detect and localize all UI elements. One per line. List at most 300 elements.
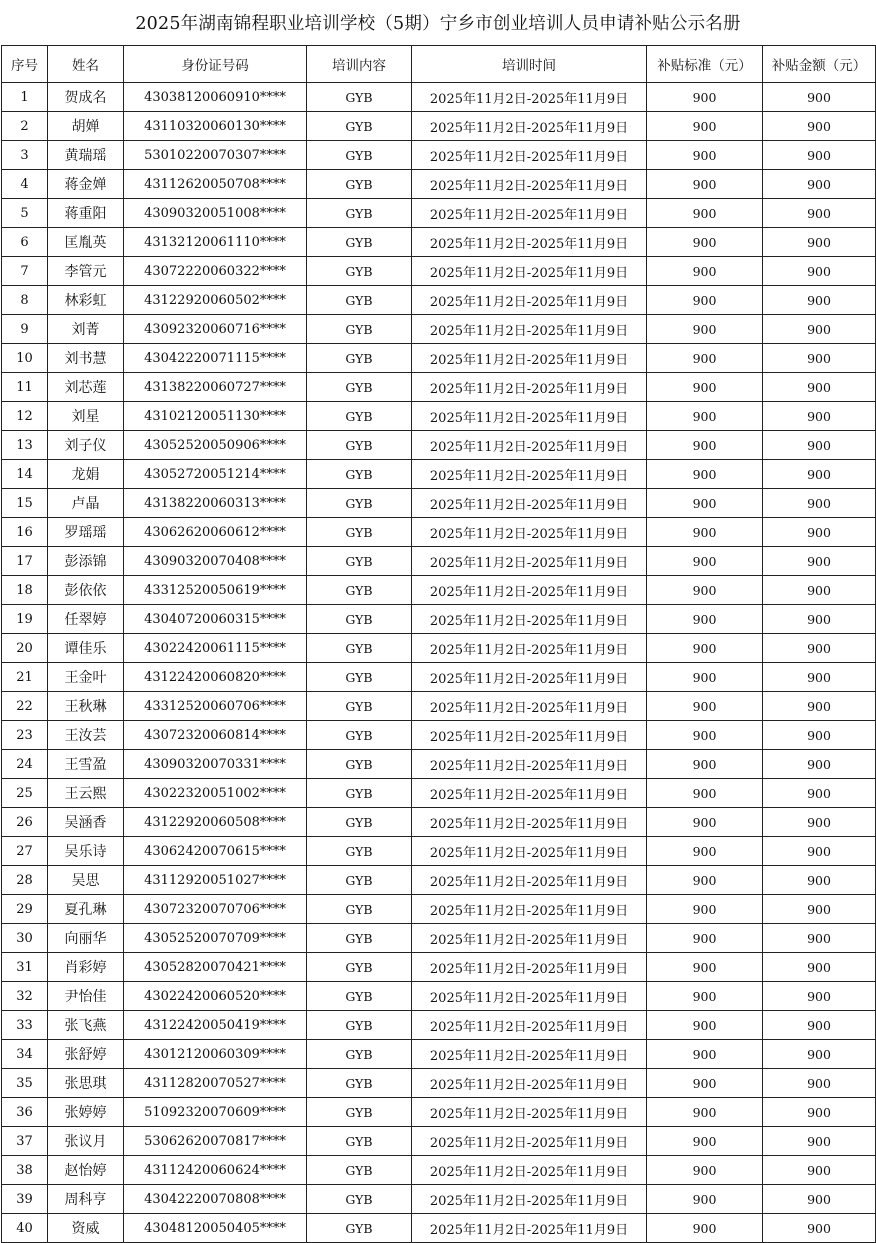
cell-course: GYB xyxy=(307,692,412,721)
cell-id-number: 43122920060502**** xyxy=(124,286,307,315)
cell-course: GYB xyxy=(307,837,412,866)
cell-id-number: 43040720060315**** xyxy=(124,605,307,634)
cell-period: 2025年11月2日-2025年11月9日 xyxy=(412,576,647,605)
cell-amount: 900 xyxy=(763,460,876,489)
table-row xyxy=(2,895,876,924)
cell-name: 彭添锦 xyxy=(48,547,124,576)
table-row xyxy=(2,576,876,605)
cell-standard: 900 xyxy=(647,402,763,431)
cell-id-number: 43122420060820**** xyxy=(124,663,307,692)
cell-amount: 900 xyxy=(763,228,876,257)
cell-no: 40 xyxy=(2,1214,48,1243)
cell-amount: 900 xyxy=(763,112,876,141)
cell-no: 3 xyxy=(2,141,48,170)
cell-id-number: 53010220070307**** xyxy=(124,141,307,170)
cell-period: 2025年11月2日-2025年11月9日 xyxy=(412,692,647,721)
cell-amount: 900 xyxy=(763,1040,876,1069)
cell-no: 6 xyxy=(2,228,48,257)
cell-standard: 900 xyxy=(647,170,763,199)
cell-no: 25 xyxy=(2,779,48,808)
cell-name: 彭依依 xyxy=(48,576,124,605)
cell-standard: 900 xyxy=(647,663,763,692)
table-row xyxy=(2,1040,876,1069)
cell-period: 2025年11月2日-2025年11月9日 xyxy=(412,199,647,228)
cell-standard: 900 xyxy=(647,518,763,547)
cell-amount: 900 xyxy=(763,924,876,953)
cell-no: 10 xyxy=(2,344,48,373)
cell-standard: 900 xyxy=(647,1011,763,1040)
cell-no: 31 xyxy=(2,953,48,982)
cell-id-number: 43022420060520**** xyxy=(124,982,307,1011)
table-row xyxy=(2,1011,876,1040)
cell-period: 2025年11月2日-2025年11月9日 xyxy=(412,1040,647,1069)
cell-name: 向丽华 xyxy=(48,924,124,953)
cell-amount: 900 xyxy=(763,692,876,721)
cell-course: GYB xyxy=(307,750,412,779)
cell-no: 32 xyxy=(2,982,48,1011)
cell-standard: 900 xyxy=(647,257,763,286)
cell-name: 张议月 xyxy=(48,1127,124,1156)
cell-period: 2025年11月2日-2025年11月9日 xyxy=(412,605,647,634)
cell-amount: 900 xyxy=(763,1011,876,1040)
cell-period: 2025年11月2日-2025年11月9日 xyxy=(412,866,647,895)
cell-amount: 900 xyxy=(763,663,876,692)
cell-course: GYB xyxy=(307,1185,412,1214)
cell-id-number: 43092320060716**** xyxy=(124,315,307,344)
cell-course: GYB xyxy=(307,431,412,460)
table-row xyxy=(2,257,876,286)
cell-standard: 900 xyxy=(647,866,763,895)
cell-id-number: 43052720051214**** xyxy=(124,460,307,489)
cell-course: GYB xyxy=(307,315,412,344)
header-amount: 补贴金额（元） xyxy=(763,46,876,83)
table-row xyxy=(2,112,876,141)
cell-course: GYB xyxy=(307,953,412,982)
cell-amount: 900 xyxy=(763,1185,876,1214)
page-title: 2025年湖南锦程职业培训学校（5期）宁乡市创业培训人员申请补贴公示名册 xyxy=(135,14,741,34)
cell-amount: 900 xyxy=(763,808,876,837)
cell-amount: 900 xyxy=(763,489,876,518)
cell-no: 22 xyxy=(2,692,48,721)
table-row xyxy=(2,373,876,402)
cell-course: GYB xyxy=(307,402,412,431)
cell-name: 刘书慧 xyxy=(48,344,124,373)
cell-period: 2025年11月2日-2025年11月9日 xyxy=(412,895,647,924)
cell-course: GYB xyxy=(307,1040,412,1069)
cell-standard: 900 xyxy=(647,924,763,953)
header-id: 身份证号码 xyxy=(124,46,307,83)
cell-amount: 900 xyxy=(763,634,876,663)
cell-name: 贺成名 xyxy=(48,83,124,112)
cell-id-number: 43072320070706**** xyxy=(124,895,307,924)
cell-course: GYB xyxy=(307,373,412,402)
cell-course: GYB xyxy=(307,1214,412,1243)
cell-period: 2025年11月2日-2025年11月9日 xyxy=(412,634,647,663)
cell-standard: 900 xyxy=(647,286,763,315)
cell-standard: 900 xyxy=(647,1040,763,1069)
cell-standard: 900 xyxy=(647,315,763,344)
cell-no: 28 xyxy=(2,866,48,895)
cell-name: 刘星 xyxy=(48,402,124,431)
cell-amount: 900 xyxy=(763,286,876,315)
cell-name: 资威 xyxy=(48,1214,124,1243)
cell-id-number: 43138220060313**** xyxy=(124,489,307,518)
cell-no: 13 xyxy=(2,431,48,460)
cell-no: 1 xyxy=(2,83,48,112)
cell-no: 18 xyxy=(2,576,48,605)
table-row xyxy=(2,721,876,750)
cell-period: 2025年11月2日-2025年11月9日 xyxy=(412,402,647,431)
cell-amount: 900 xyxy=(763,1069,876,1098)
table-row xyxy=(2,547,876,576)
cell-standard: 900 xyxy=(647,808,763,837)
cell-period: 2025年11月2日-2025年11月9日 xyxy=(412,518,647,547)
cell-standard: 900 xyxy=(647,344,763,373)
header-period: 培训时间 xyxy=(412,46,647,83)
cell-period: 2025年11月2日-2025年11月9日 xyxy=(412,721,647,750)
cell-name: 赵怡婷 xyxy=(48,1156,124,1185)
cell-name: 吴思 xyxy=(48,866,124,895)
cell-amount: 900 xyxy=(763,315,876,344)
cell-id-number: 43052820070421**** xyxy=(124,953,307,982)
cell-id-number: 43138220060727**** xyxy=(124,373,307,402)
table-row xyxy=(2,1185,876,1214)
table-row xyxy=(2,460,876,489)
cell-standard: 900 xyxy=(647,547,763,576)
cell-standard: 900 xyxy=(647,1185,763,1214)
cell-course: GYB xyxy=(307,721,412,750)
cell-amount: 900 xyxy=(763,721,876,750)
cell-name: 卢晶 xyxy=(48,489,124,518)
cell-id-number: 43090320070331**** xyxy=(124,750,307,779)
table-row xyxy=(2,634,876,663)
table-row xyxy=(2,141,876,170)
cell-id-number: 43112920051027**** xyxy=(124,866,307,895)
cell-amount: 900 xyxy=(763,1127,876,1156)
cell-standard: 900 xyxy=(647,634,763,663)
table-row xyxy=(2,750,876,779)
cell-course: GYB xyxy=(307,605,412,634)
cell-id-number: 43312520050619**** xyxy=(124,576,307,605)
cell-amount: 900 xyxy=(763,779,876,808)
cell-name: 林彩虹 xyxy=(48,286,124,315)
cell-period: 2025年11月2日-2025年11月9日 xyxy=(412,489,647,518)
cell-no: 7 xyxy=(2,257,48,286)
cell-course: GYB xyxy=(307,141,412,170)
cell-name: 胡婵 xyxy=(48,112,124,141)
cell-period: 2025年11月2日-2025年11月9日 xyxy=(412,547,647,576)
table-header xyxy=(2,46,876,83)
table-row xyxy=(2,605,876,634)
table-row xyxy=(2,866,876,895)
cell-course: GYB xyxy=(307,1127,412,1156)
cell-name: 张舒婷 xyxy=(48,1040,124,1069)
cell-amount: 900 xyxy=(763,547,876,576)
table-row xyxy=(2,1098,876,1127)
cell-course: GYB xyxy=(307,982,412,1011)
cell-no: 5 xyxy=(2,199,48,228)
cell-period: 2025年11月2日-2025年11月9日 xyxy=(412,1127,647,1156)
cell-period: 2025年11月2日-2025年11月9日 xyxy=(412,982,647,1011)
cell-period: 2025年11月2日-2025年11月9日 xyxy=(412,1011,647,1040)
cell-course: GYB xyxy=(307,228,412,257)
cell-no: 4 xyxy=(2,170,48,199)
table-row xyxy=(2,1156,876,1185)
cell-standard: 900 xyxy=(647,489,763,518)
cell-name: 吴涵香 xyxy=(48,808,124,837)
cell-period: 2025年11月2日-2025年11月9日 xyxy=(412,170,647,199)
cell-id-number: 43022320051002**** xyxy=(124,779,307,808)
cell-name: 王雪盈 xyxy=(48,750,124,779)
cell-course: GYB xyxy=(307,112,412,141)
cell-standard: 900 xyxy=(647,373,763,402)
cell-name: 吴乐诗 xyxy=(48,837,124,866)
cell-no: 37 xyxy=(2,1127,48,1156)
cell-standard: 900 xyxy=(647,1156,763,1185)
cell-name: 谭佳乐 xyxy=(48,634,124,663)
document-sheet xyxy=(1,0,875,1241)
cell-period: 2025年11月2日-2025年11月9日 xyxy=(412,141,647,170)
header-row xyxy=(2,46,876,83)
cell-standard: 900 xyxy=(647,982,763,1011)
cell-standard: 900 xyxy=(647,1069,763,1098)
cell-id-number: 43090320051008**** xyxy=(124,199,307,228)
cell-period: 2025年11月2日-2025年11月9日 xyxy=(412,1098,647,1127)
cell-amount: 900 xyxy=(763,257,876,286)
cell-standard: 900 xyxy=(647,83,763,112)
cell-course: GYB xyxy=(307,634,412,663)
cell-id-number: 43122420050419**** xyxy=(124,1011,307,1040)
cell-course: GYB xyxy=(307,895,412,924)
table-row xyxy=(2,489,876,518)
cell-id-number: 43090320070408**** xyxy=(124,547,307,576)
cell-period: 2025年11月2日-2025年11月9日 xyxy=(412,257,647,286)
cell-name: 刘芯莲 xyxy=(48,373,124,402)
cell-name: 任翠婷 xyxy=(48,605,124,634)
cell-id-number: 43112620050708**** xyxy=(124,170,307,199)
cell-amount: 900 xyxy=(763,199,876,228)
cell-id-number: 43122920060508**** xyxy=(124,808,307,837)
cell-amount: 900 xyxy=(763,402,876,431)
cell-course: GYB xyxy=(307,83,412,112)
cell-amount: 900 xyxy=(763,431,876,460)
cell-amount: 900 xyxy=(763,953,876,982)
table-row xyxy=(2,663,876,692)
cell-amount: 900 xyxy=(763,141,876,170)
cell-period: 2025年11月2日-2025年11月9日 xyxy=(412,315,647,344)
cell-period: 2025年11月2日-2025年11月9日 xyxy=(412,431,647,460)
cell-period: 2025年11月2日-2025年11月9日 xyxy=(412,837,647,866)
cell-name: 李管元 xyxy=(48,257,124,286)
cell-no: 15 xyxy=(2,489,48,518)
cell-name: 罗瑶瑶 xyxy=(48,518,124,547)
cell-name: 刘子仪 xyxy=(48,431,124,460)
cell-amount: 900 xyxy=(763,344,876,373)
cell-course: GYB xyxy=(307,518,412,547)
subsidy-table xyxy=(1,45,876,1243)
cell-name: 周科亨 xyxy=(48,1185,124,1214)
cell-id-number: 43012120060309**** xyxy=(124,1040,307,1069)
cell-period: 2025年11月2日-2025年11月9日 xyxy=(412,1069,647,1098)
cell-no: 2 xyxy=(2,112,48,141)
table-row xyxy=(2,344,876,373)
cell-course: GYB xyxy=(307,170,412,199)
cell-amount: 900 xyxy=(763,605,876,634)
cell-amount: 900 xyxy=(763,1214,876,1243)
cell-standard: 900 xyxy=(647,1214,763,1243)
cell-id-number: 43312520060706**** xyxy=(124,692,307,721)
cell-amount: 900 xyxy=(763,866,876,895)
cell-no: 30 xyxy=(2,924,48,953)
cell-name: 黄瑞瑶 xyxy=(48,141,124,170)
cell-standard: 900 xyxy=(647,1127,763,1156)
cell-standard: 900 xyxy=(647,953,763,982)
cell-course: GYB xyxy=(307,924,412,953)
cell-standard: 900 xyxy=(647,199,763,228)
cell-period: 2025年11月2日-2025年11月9日 xyxy=(412,808,647,837)
cell-period: 2025年11月2日-2025年11月9日 xyxy=(412,460,647,489)
table-row xyxy=(2,83,876,112)
cell-id-number: 43042220071115**** xyxy=(124,344,307,373)
cell-id-number: 43052520050906**** xyxy=(124,431,307,460)
cell-id-number: 43062620060612**** xyxy=(124,518,307,547)
cell-name: 夏孔琳 xyxy=(48,895,124,924)
cell-name: 张飞燕 xyxy=(48,1011,124,1040)
cell-period: 2025年11月2日-2025年11月9日 xyxy=(412,1185,647,1214)
cell-no: 39 xyxy=(2,1185,48,1214)
cell-course: GYB xyxy=(307,547,412,576)
cell-no: 33 xyxy=(2,1011,48,1040)
cell-standard: 900 xyxy=(647,692,763,721)
cell-id-number: 43062420070615**** xyxy=(124,837,307,866)
table-row xyxy=(2,170,876,199)
cell-course: GYB xyxy=(307,1156,412,1185)
cell-no: 29 xyxy=(2,895,48,924)
table-row xyxy=(2,286,876,315)
table-row xyxy=(2,692,876,721)
cell-standard: 900 xyxy=(647,605,763,634)
cell-amount: 900 xyxy=(763,895,876,924)
cell-period: 2025年11月2日-2025年11月9日 xyxy=(412,1156,647,1185)
cell-id-number: 43038120060910**** xyxy=(124,83,307,112)
cell-standard: 900 xyxy=(647,460,763,489)
cell-amount: 900 xyxy=(763,837,876,866)
cell-standard: 900 xyxy=(647,431,763,460)
table-body xyxy=(2,83,876,1243)
header-course: 培训内容 xyxy=(307,46,412,83)
cell-amount: 900 xyxy=(763,982,876,1011)
table-row xyxy=(2,1214,876,1243)
cell-period: 2025年11月2日-2025年11月9日 xyxy=(412,924,647,953)
cell-course: GYB xyxy=(307,808,412,837)
cell-no: 27 xyxy=(2,837,48,866)
cell-id-number: 43102120051130**** xyxy=(124,402,307,431)
cell-amount: 900 xyxy=(763,373,876,402)
table-row xyxy=(2,837,876,866)
cell-no: 21 xyxy=(2,663,48,692)
cell-standard: 900 xyxy=(647,112,763,141)
cell-name: 龙娟 xyxy=(48,460,124,489)
cell-no: 23 xyxy=(2,721,48,750)
cell-no: 8 xyxy=(2,286,48,315)
cell-no: 12 xyxy=(2,402,48,431)
cell-no: 26 xyxy=(2,808,48,837)
cell-period: 2025年11月2日-2025年11月9日 xyxy=(412,779,647,808)
table-row xyxy=(2,199,876,228)
cell-amount: 900 xyxy=(763,518,876,547)
cell-period: 2025年11月2日-2025年11月9日 xyxy=(412,228,647,257)
header-standard: 补贴标准（元） xyxy=(647,46,763,83)
cell-standard: 900 xyxy=(647,721,763,750)
cell-period: 2025年11月2日-2025年11月9日 xyxy=(412,286,647,315)
cell-period: 2025年11月2日-2025年11月9日 xyxy=(412,83,647,112)
cell-id-number: 43072320060814**** xyxy=(124,721,307,750)
header-no: 序号 xyxy=(2,46,48,83)
cell-standard: 900 xyxy=(647,1098,763,1127)
cell-period: 2025年11月2日-2025年11月9日 xyxy=(412,344,647,373)
cell-standard: 900 xyxy=(647,779,763,808)
cell-no: 19 xyxy=(2,605,48,634)
cell-id-number: 43112420060624**** xyxy=(124,1156,307,1185)
cell-amount: 900 xyxy=(763,83,876,112)
table-row xyxy=(2,808,876,837)
cell-id-number: 43048120050405**** xyxy=(124,1214,307,1243)
cell-period: 2025年11月2日-2025年11月9日 xyxy=(412,373,647,402)
cell-period: 2025年11月2日-2025年11月9日 xyxy=(412,953,647,982)
cell-course: GYB xyxy=(307,1098,412,1127)
cell-name: 张思琪 xyxy=(48,1069,124,1098)
table-row xyxy=(2,228,876,257)
cell-id-number: 43112820070527**** xyxy=(124,1069,307,1098)
cell-name: 王金叶 xyxy=(48,663,124,692)
table-row xyxy=(2,924,876,953)
cell-period: 2025年11月2日-2025年11月9日 xyxy=(412,663,647,692)
cell-course: GYB xyxy=(307,576,412,605)
cell-standard: 900 xyxy=(647,141,763,170)
cell-name: 王汝芸 xyxy=(48,721,124,750)
cell-standard: 900 xyxy=(647,228,763,257)
cell-no: 16 xyxy=(2,518,48,547)
cell-no: 24 xyxy=(2,750,48,779)
table-row xyxy=(2,982,876,1011)
cell-amount: 900 xyxy=(763,1098,876,1127)
cell-name: 蒋重阳 xyxy=(48,199,124,228)
cell-course: GYB xyxy=(307,460,412,489)
cell-id-number: 43132120061110**** xyxy=(124,228,307,257)
cell-course: GYB xyxy=(307,199,412,228)
table-row xyxy=(2,1127,876,1156)
cell-course: GYB xyxy=(307,663,412,692)
table-row xyxy=(2,431,876,460)
cell-id-number: 43042220070808**** xyxy=(124,1185,307,1214)
cell-period: 2025年11月2日-2025年11月9日 xyxy=(412,1214,647,1243)
cell-id-number: 43052520070709**** xyxy=(124,924,307,953)
cell-no: 11 xyxy=(2,373,48,402)
cell-id-number: 43110320060130**** xyxy=(124,112,307,141)
cell-name: 刘菁 xyxy=(48,315,124,344)
cell-no: 14 xyxy=(2,460,48,489)
cell-period: 2025年11月2日-2025年11月9日 xyxy=(412,112,647,141)
cell-name: 尹怡佳 xyxy=(48,982,124,1011)
table-row xyxy=(2,779,876,808)
cell-no: 9 xyxy=(2,315,48,344)
cell-no: 20 xyxy=(2,634,48,663)
cell-id-number: 43022420061115**** xyxy=(124,634,307,663)
cell-standard: 900 xyxy=(647,750,763,779)
cell-name: 匡胤英 xyxy=(48,228,124,257)
cell-id-number: 43072220060322**** xyxy=(124,257,307,286)
cell-period: 2025年11月2日-2025年11月9日 xyxy=(412,750,647,779)
